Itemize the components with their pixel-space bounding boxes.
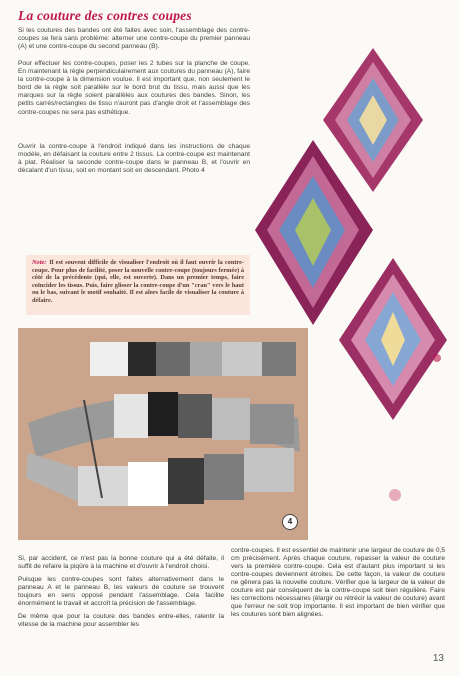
quilt-diamond-bottom [339, 258, 447, 420]
procedure-paragraph [18, 60, 250, 122]
paragraph: Si, par accident, ce n'est pas la bonne couture qui a été défaite, il suffit de refaire la piqûre à la machine et d'ouvrir à l'endroit choisi. [18, 555, 224, 570]
bottom-right-column [231, 547, 445, 624]
photo-illustration [18, 328, 308, 540]
intro-paragraph [18, 27, 250, 56]
strip-top [90, 342, 296, 376]
thread-dot [389, 489, 401, 501]
quilt-diamond-top [323, 48, 423, 192]
note-label: Note: [32, 259, 47, 266]
photo-number-badge: 4 [282, 514, 298, 530]
photo-4 [18, 328, 308, 540]
paragraph: Puisque les contre-coupes sont faites alternativement dans le panneau A et le panneau B, les valeurs de couture se trouvent toujours en sens opposé pendant l'assemblage. Cela facilite énormément le travail et accroît la précision de l'assemblage. [18, 576, 224, 607]
opening-paragraph [18, 143, 250, 180]
paragraph: Ouvrir la contre-coupe à l'endroit indiqué dans les instructions de chaque modèle, en défaisant la couture entre 2 tissus. La contre-coupe est maintenant à plat. Réaliser la seconde contre-coupe dans le panneau B, et l'ouvrir en décalant d'un tissu, soit en montant soit en descendant. Photo 4 [18, 143, 250, 175]
paragraph: De même que pour la couture des bandes entre-elles, ralentir la vitesse de la machine pour assembler les [18, 613, 224, 628]
paragraph: Si les coutures des bandes ont été faites avec soin, l'assemblage des contre-coupes se fera sans problème: alterner une contre-coupe du premier panneau (A) et une contre-coupe du second panneau (B). [18, 27, 250, 51]
quilt-diamond-middle [255, 140, 373, 325]
thread-dot [433, 354, 441, 362]
page-title: La couture des contres coupes [18, 8, 192, 23]
note-box [26, 255, 250, 315]
note-text: Il est souvent difficile de visualiser l'endroit où il faut ouvrir la contre-coupe. Pour plus de facilité, poser la nouvelle contre-coupe (toujours fermée) à côté de la précédente (qui, elle, est ouverte). Dans un premier temps, faire coïncider les tissus. Puis, faire glisser la contre-coupe d'un "cran" vers le haut ou le bas, suivant le motif souhaité. Il est alors facile de visualiser la couture à défaire. [32, 259, 244, 304]
paragraph: Pour effectuer les contre-coupes, poser les 2 tubes sur la planche de coupe. En maintenant la règle perpendiculairement aux coutures du panneau (A), faire la contre-coupe à la dimension voulue. Il est important que, non seulement le bord de la règle soit parallèle sur le bord brut du tissu, mais aussi que les marques sur la règle soient parallèles aux coutures des bandes. Sinon, les petits carrés/rectangles de tissu n'auront pas d'angle droit et l'assemblage des contre-coupes ne sera pas esthétique. [18, 60, 250, 116]
page-number: 13 [432, 653, 444, 664]
paragraph: contre-coupes. Il est essentiel de maintenir une largeur de couture de 0,5 cm précisément. Après chaque couture, repasser la valeur de couture vers la première contre-coupe. Cela est d'autant plus important si les contre-coupes deviennent étroites. De cette façon, la valeur de couture ne gênera pas la nouvelle couture. Vérifier que la largeur de la valeur de couture est par conséquent de la contre-coupe soit bien régulière. Faire les corrections nécessaires (élargir ou rétrécir la valeur de couture) avant que l'erreur ne soit trop importante. Il est important de bien vérifier que les coutures sont bien alignées. [231, 547, 445, 618]
bottom-left-column [18, 555, 224, 634]
